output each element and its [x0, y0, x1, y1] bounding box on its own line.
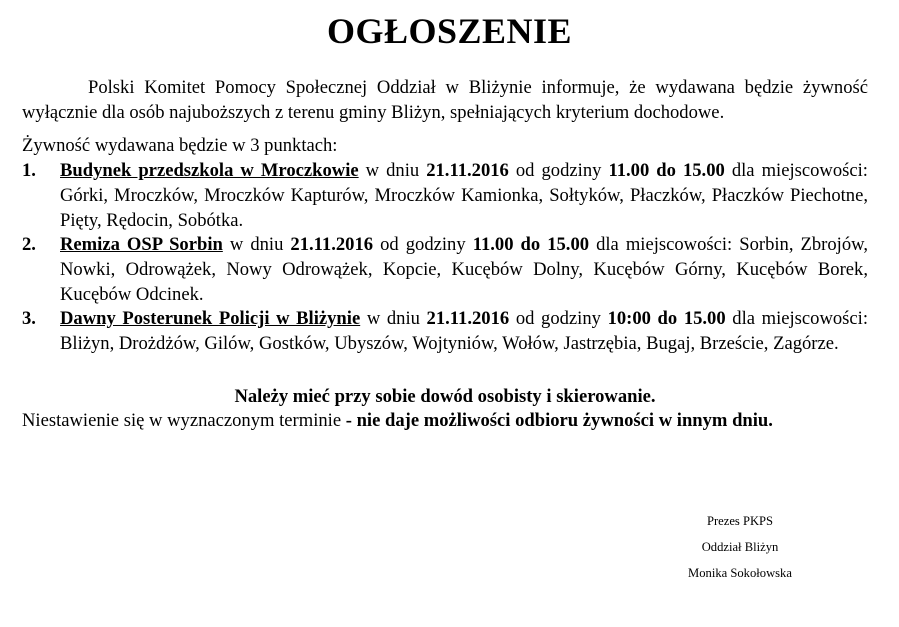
- required-documents-notice: Należy mieć przy sobie dowód osobisty i skierowanie.: [234, 385, 656, 407]
- distribution-points-lead: Żywność wydawana będzie w 3 punktach:: [22, 135, 338, 157]
- intro-paragraph: Polski Komitet Pomocy Społecznej Oddział w Bliżynie informuje, że wydawana będzie żywność wyłącznie dla osób najuboższych z terenu gminy Bliżyn, spełniających kryterium dochodowe.: [22, 77, 868, 123]
- point-number: 2.: [22, 234, 36, 256]
- point-villages: Bliżyn, Drożdżów, Gilów, Gostków, Ubyszów, Wojtyniów, Wołów, Jastrzębia, Bugaj, Brzeście, Zagórze.: [60, 333, 839, 355]
- warning-bold-text: - nie daje możliwości odbioru żywności w innym dniu.: [345, 410, 773, 432]
- warning-plain-text: Niestawienie się w wyznaczonym terminie: [22, 410, 346, 432]
- point-hours-text: od godziny: [508, 160, 609, 182]
- point-location: Budynek przedszkola w Mroczkowie: [60, 160, 359, 182]
- point-places-text: dla miejscowości:: [725, 308, 868, 330]
- missed-date-warning: [22, 409, 868, 434]
- distribution-points-list: [22, 159, 868, 357]
- point-day-text: w dniu: [222, 234, 291, 256]
- point-hours-text: od godziny: [373, 234, 473, 256]
- point-hours: 11.00 do 15.00: [472, 234, 590, 256]
- distribution-point: [22, 233, 868, 307]
- point-location: Remiza OSP Sorbin: [60, 234, 223, 256]
- point-number: 3.: [22, 308, 36, 330]
- page-title: OGŁOSZENIE: [326, 11, 573, 51]
- point-hours: 10:00 do 15.00: [607, 308, 726, 330]
- point-day-text: w dniu: [358, 160, 427, 182]
- signature-unit: Oddział Bliżyn: [701, 540, 779, 554]
- point-villages: Górki, Mroczków, Mroczków Kapturów, Mroczków Kamionka, Sołtyków, Płaczków, Płaczków Piechotne, Pięty, Rędocin, Sobótka.: [60, 184, 868, 231]
- signature-block: [640, 508, 840, 586]
- signature-name: Monika Sokołowska: [688, 566, 792, 580]
- point-hours: 11.00 do 15.00: [608, 160, 725, 182]
- point-date: 21.11.2016: [426, 308, 510, 330]
- point-number: 1.: [22, 160, 36, 182]
- signature-role: Prezes PKPS: [706, 514, 774, 528]
- point-hours-text: od godziny: [509, 308, 608, 330]
- point-villages: Sorbin, Zbrojów, Nowki, Odrowążek, Nowy Odrowążek, Kopcie, Kucębów Dolny, Kucębów Górny, Kucębów Borek, Kucębów Odcinek.: [60, 234, 868, 305]
- point-date: 21.11.2016: [290, 234, 374, 256]
- announcement-body: [22, 76, 868, 434]
- point-date: 21.11.2016: [426, 160, 509, 182]
- distribution-point: [22, 307, 868, 356]
- point-location: Dawny Posterunek Policji w Bliżynie: [60, 308, 361, 330]
- distribution-point: [22, 159, 868, 233]
- point-day-text: w dniu: [360, 308, 427, 330]
- point-places-text: dla miejscowości:: [724, 160, 868, 182]
- point-places-text: dla miejscowości:: [589, 234, 740, 256]
